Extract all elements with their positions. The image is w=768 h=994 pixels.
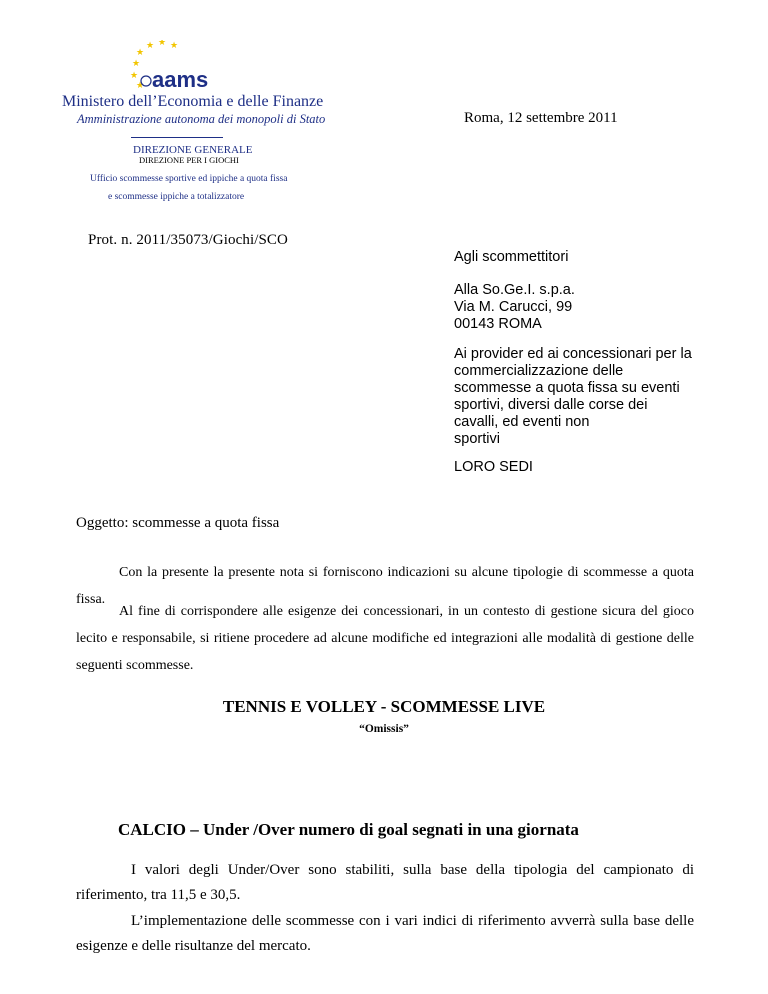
recipient-providers: Ai provider ed ai concessionari per la commercializzazione delle scommesse a quota fissa su eventi sportivi, diversi dalle corse dei cavalli, ed eventi non sportivi (454, 346, 692, 447)
section-calcio-title: CALCIO – Under /Over numero di goal segnati in una giornata (118, 820, 579, 839)
protocol-number: Prot. n. 2011/35073/Giochi/SCO (88, 232, 288, 248)
office-line-2: e scommesse ippiche a totalizzatore (108, 192, 245, 202)
paragraph-purpose: Al fine di corrispondere alle esigenze dei concessionari, in un contesto di gestione sicura del gioco lecito e responsabile, si ritiene procedere ad alcune modifiche ed integrazioni alle modalità di gestione delle seguenti scommesse. (76, 604, 694, 673)
svg-text:★: ★ (170, 40, 179, 50)
subject-line: Oggetto: scommesse a quota fissa (76, 515, 280, 531)
ministry-name: Ministero dell’Economia e delle Finanze (62, 93, 324, 110)
header-divider (131, 137, 223, 138)
svg-text:★: ★ (136, 47, 145, 57)
recipient-sogei: Alla So.Ge.I. s.p.a. Via M. Carucci, 99 00143 ROMA (454, 282, 575, 332)
paragraph-implementation: L’implementazione delle scommesse con i vari indici di riferimento avverrà sulla base delle esigenze e delle risultanze del mercato. (76, 913, 694, 954)
office-line-1: Ufficio scommesse sportive ed ippiche a quota fissa (90, 174, 288, 184)
direzione-giochi: DIREZIONE PER I GIOCHI (139, 155, 239, 165)
logo-wordmark: aams (152, 67, 209, 92)
aams-logo (118, 40, 228, 96)
section-omissis-note: “Omissis” (359, 723, 409, 735)
svg-text:★: ★ (132, 58, 141, 68)
letter-date: Roma, 12 settembre 2011 (464, 110, 618, 126)
svg-text:★: ★ (158, 40, 167, 47)
recipient-scommettitori: Agli scommettitori (454, 249, 569, 265)
agency-name: Amministrazione autonoma dei monopoli di Stato (77, 112, 326, 126)
direzione-generale: DIREZIONE GENERALE (133, 144, 253, 156)
section-tennis-volley-title: TENNIS E VOLLEY - SCOMMESSE LIVE (222, 697, 546, 716)
paragraph-intro: Con la presente la presente nota si forniscono indicazioni su alcune tipologie di scommesse a quota fissa. (76, 565, 694, 607)
svg-text:★: ★ (130, 70, 139, 80)
paragraph-under-over-values: I valori degli Under/Over sono stabiliti, sulla base della tipologia del campionato di riferimento, tra 11,5 e 30,5. (76, 862, 694, 903)
svg-text:★: ★ (146, 40, 155, 50)
recipient-loro-sedi: LORO SEDI (454, 459, 533, 475)
svg-text:★: ★ (136, 80, 145, 90)
